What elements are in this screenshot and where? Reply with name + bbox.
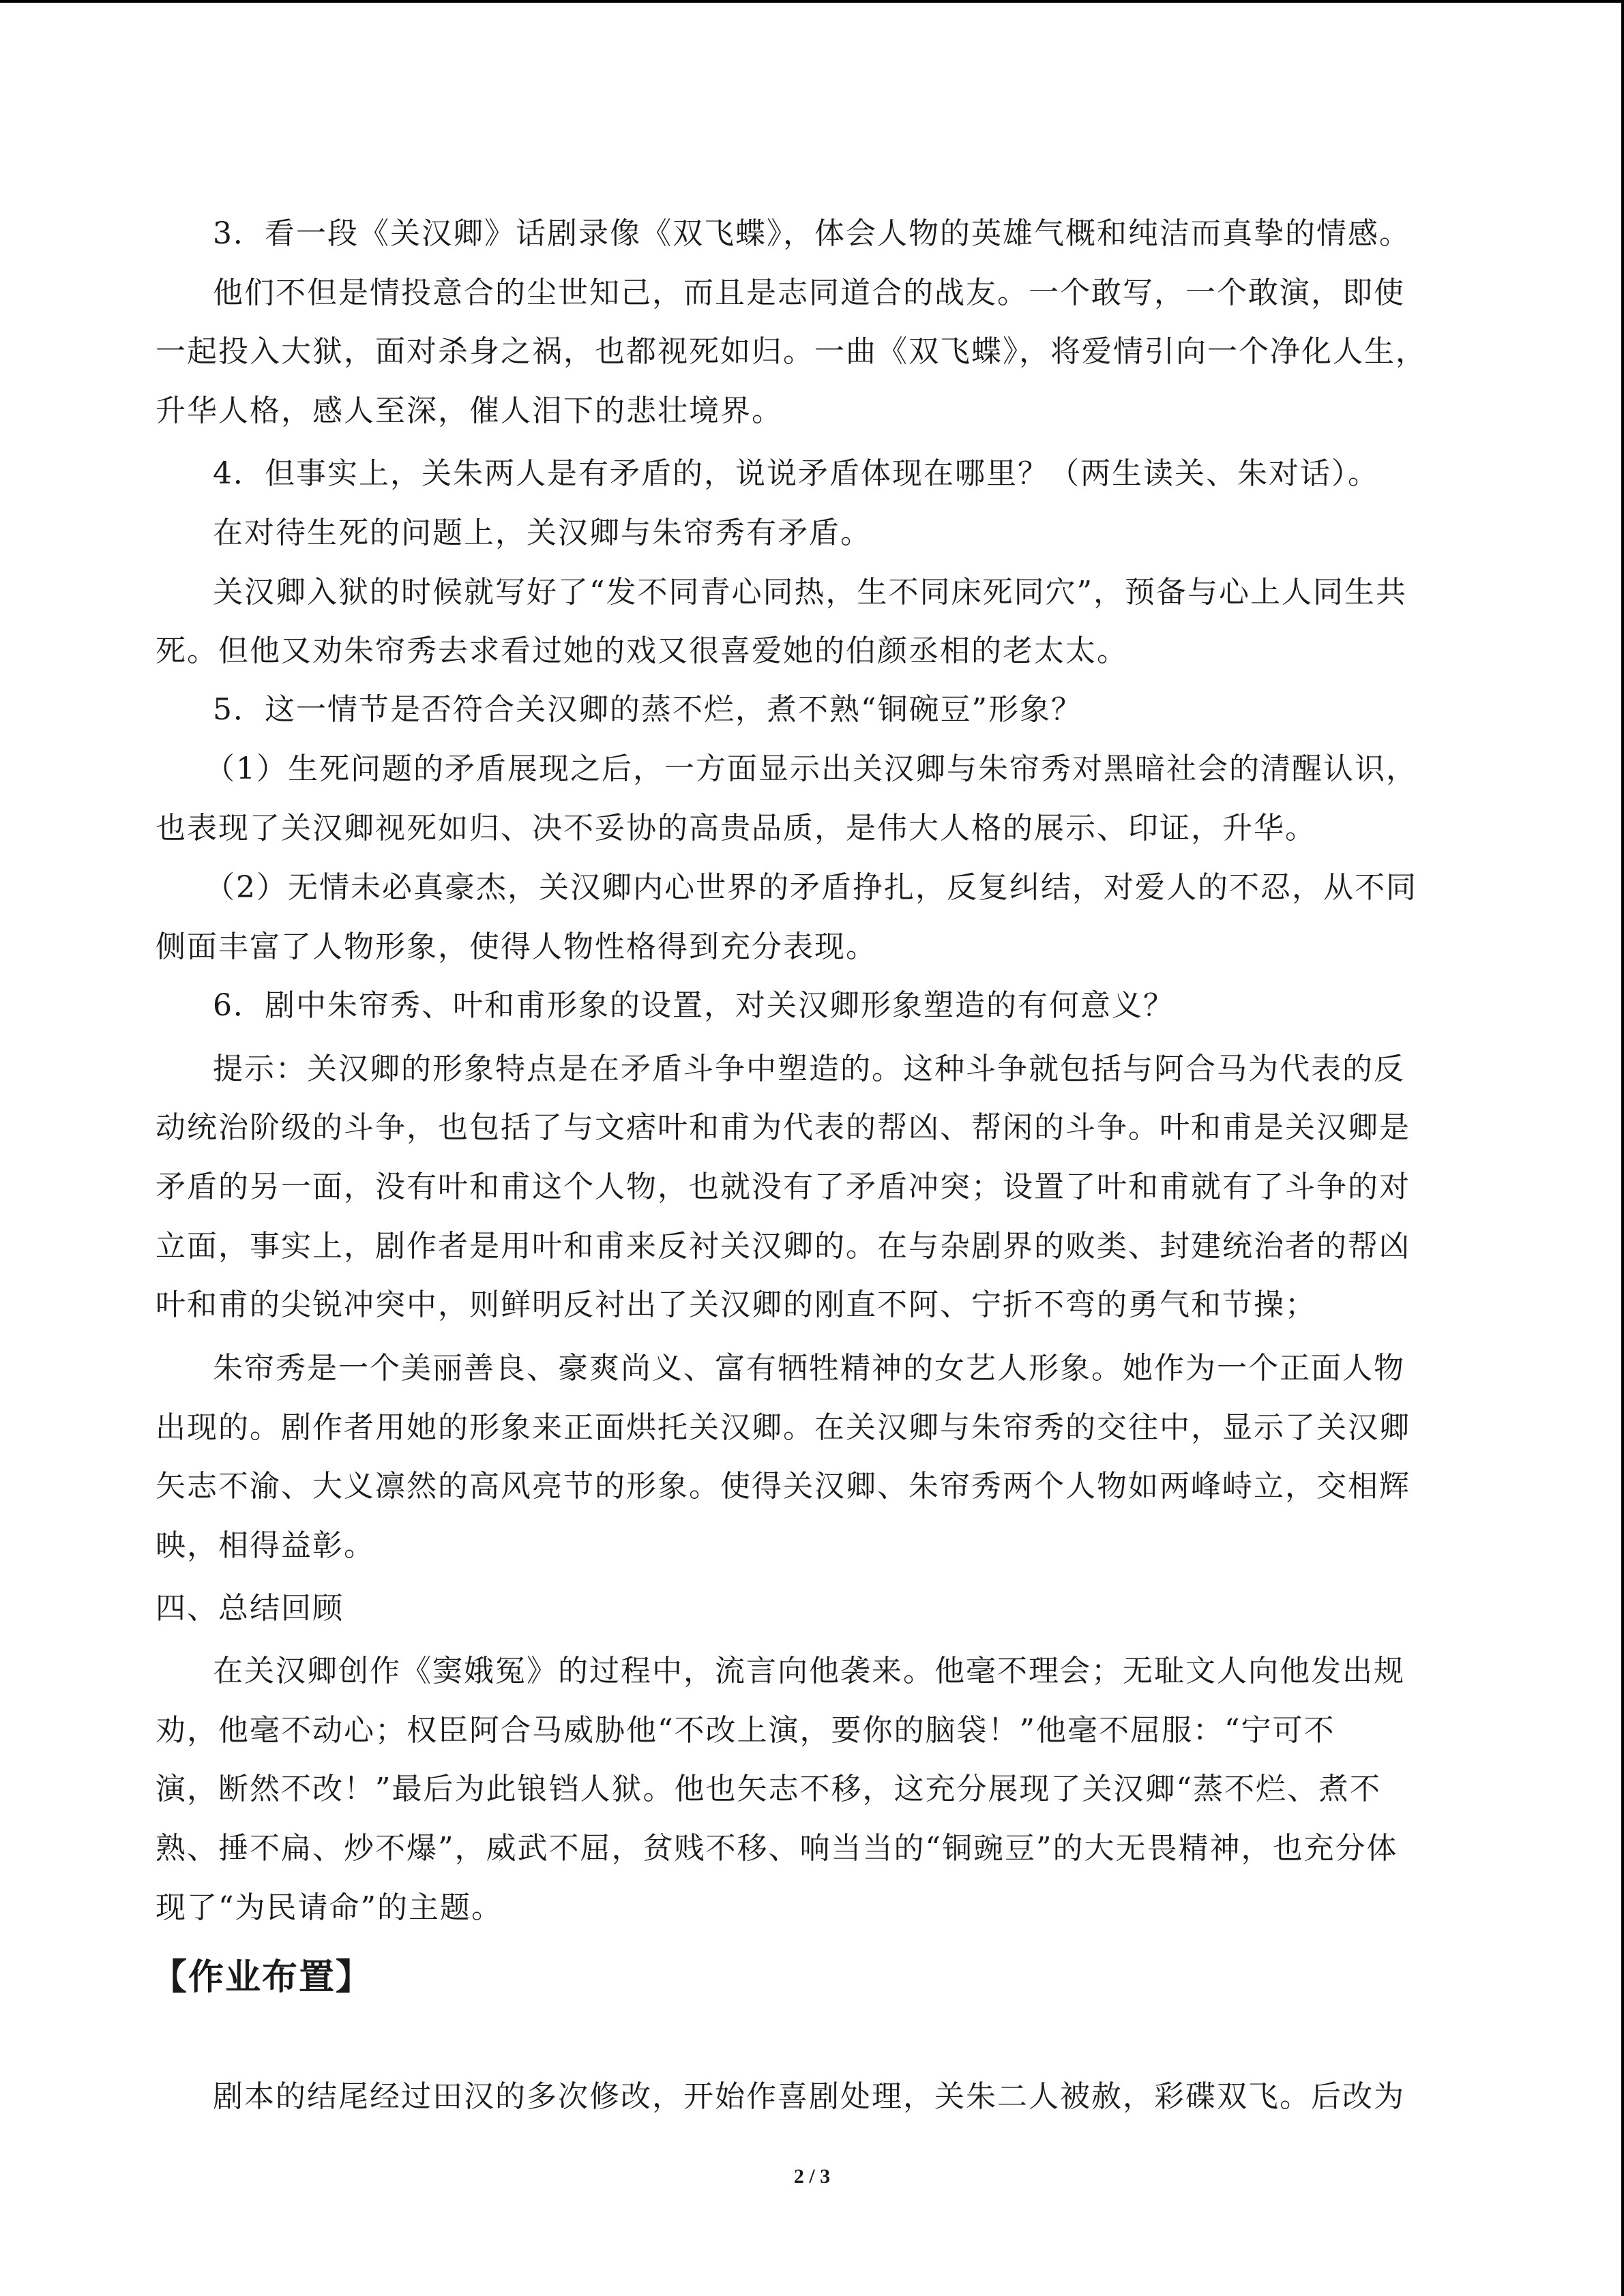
paragraph-line: 死。但他又劝朱帘秀去求看过她的戏又很喜爱她的伯颜丞相的老太太。 — [156, 633, 1128, 668]
paragraph-line: 出现的。剧作者用她的形象来正面烘托关汉卿。在关汉卿与朱帘秀的交往中，显示了关汉卿 — [156, 1410, 1411, 1445]
paragraph-line: 他们不但是情投意合的尘世知己，而且是志同道合的战友。一个敢写，一个敢演，即使 — [213, 275, 1405, 310]
paragraph-line: 5．这一情节是否符合关汉卿的蒸不烂，煮不熟“铜碗豆”形象？ — [213, 692, 1082, 727]
paragraph-line: 劝，他毫不动心；权臣阿合马威胁他“不改上演，要你的脑袋！”他毫不屈服：“宁可不 — [156, 1713, 1335, 1748]
paragraph-line: 4．但事实上，关朱两人是有矛盾的，说说矛盾体现在哪里？（两生读关、朱对话）。 — [213, 456, 1379, 491]
paragraph-line: 动统治阶级的斗争，也包括了与文痞叶和甫为代表的帮凶、帮闲的斗争。叶和甫是关汉卿是 — [156, 1110, 1411, 1145]
paragraph-line: 矢志不渝、大义凛然的高风亮节的形象。使得关汉卿、朱帘秀两个人物如两峰峙立，交相辉 — [156, 1469, 1411, 1504]
paragraph-line: 一起投入大狱，面对杀身之祸，也都视死如归。一曲《双飞蝶》，将爱情引向一个净化人生， — [156, 334, 1427, 369]
paragraph-line: 矛盾的另一面，没有叶和甫这个人物，也就没有了矛盾冲突；设置了叶和甫就有了斗争的对 — [156, 1169, 1411, 1204]
paragraph-line: 也表现了关汉卿视死如归、决不妥协的高贵品质，是伟大人格的展示、印证，升华。 — [156, 811, 1316, 846]
paragraph-line: 剧本的结尾经过田汉的多次修改，开始作喜剧处理，关朱二人被赦，彩碟双飞。后改为 — [213, 2079, 1405, 2114]
paragraph-line: 关汉卿入狱的时候就写好了“发不同青心同热，生不同床死同穴”，预备与心上人同生共 — [213, 575, 1407, 610]
paragraph-line: 提示：关汉卿的形象特点是在矛盾斗争中塑造的。这种斗争就包括与阿合马为代表的反 — [213, 1052, 1405, 1086]
section-heading: 四、总结回顾 — [156, 1591, 344, 1626]
paragraph-line: 叶和甫的尖锐冲突中，则鲜明反衬出了关汉卿的刚直不阿、宁折不弯的勇气和节操； — [156, 1287, 1316, 1322]
paragraph-line: 立面，事实上，剧作者是用叶和甫来反衬关汉卿的。在与杂剧界的败类、封建统治者的帮凶 — [156, 1229, 1411, 1264]
paragraph-line: 演，断然不改！”最后为此锒铛人狱。他也矢志不移，这充分展现了关汉卿“蒸不烂、煮不 — [156, 1772, 1381, 1806]
paragraph-line: （2）无情未必真豪杰，关汉卿内心世界的矛盾挣扎，反复纠结，对爱人的不忍，从不同 — [205, 870, 1417, 905]
paragraph-line: 熟、捶不扁、炒不爆”，威武不屈，贫贱不移、响当当的“铜豌豆”的大无畏精神，也充分体 — [156, 1831, 1398, 1866]
paragraph-line: （1）生死问题的矛盾展现之后，一方面显示出关汉卿与朱帘秀对黑暗社会的清醒认识， — [205, 751, 1417, 786]
paragraph-line: 6．剧中朱帘秀、叶和甫形象的设置，对关汉卿形象塑造的有何意义？ — [213, 988, 1175, 1023]
paragraph-line: 侧面丰富了人物形象，使得人物性格得到充分表现。 — [156, 929, 877, 964]
paragraph-line: 映，相得益彰。 — [156, 1528, 375, 1563]
paragraph-line: 3．看一段《关汉卿》话剧录像《双飞蝶》，体会人物的英雄气概和纯洁而真挚的情感。 — [213, 216, 1411, 251]
page-number: 2 / 3 — [793, 2165, 831, 2188]
paragraph-line: 在对待生死的问题上，关汉卿与朱帘秀有矛盾。 — [213, 516, 872, 550]
paragraph-line: 朱帘秀是一个美丽善良、豪爽尚义、富有牺牲精神的女艺人形象。她作为一个正面人物 — [213, 1351, 1405, 1386]
paragraph-line: 现了“为民请命”的主题。 — [156, 1890, 503, 1925]
paragraph-line: 在关汉卿创作《窦娥冤》的过程中，流言向他袭来。他毫不理会；无耻文人向他发出规 — [213, 1654, 1405, 1688]
homework-heading: 【作业布置】 — [151, 1957, 373, 1998]
paragraph-line: 升华人格，感人至深，催人泪下的悲壮境界。 — [156, 393, 783, 428]
